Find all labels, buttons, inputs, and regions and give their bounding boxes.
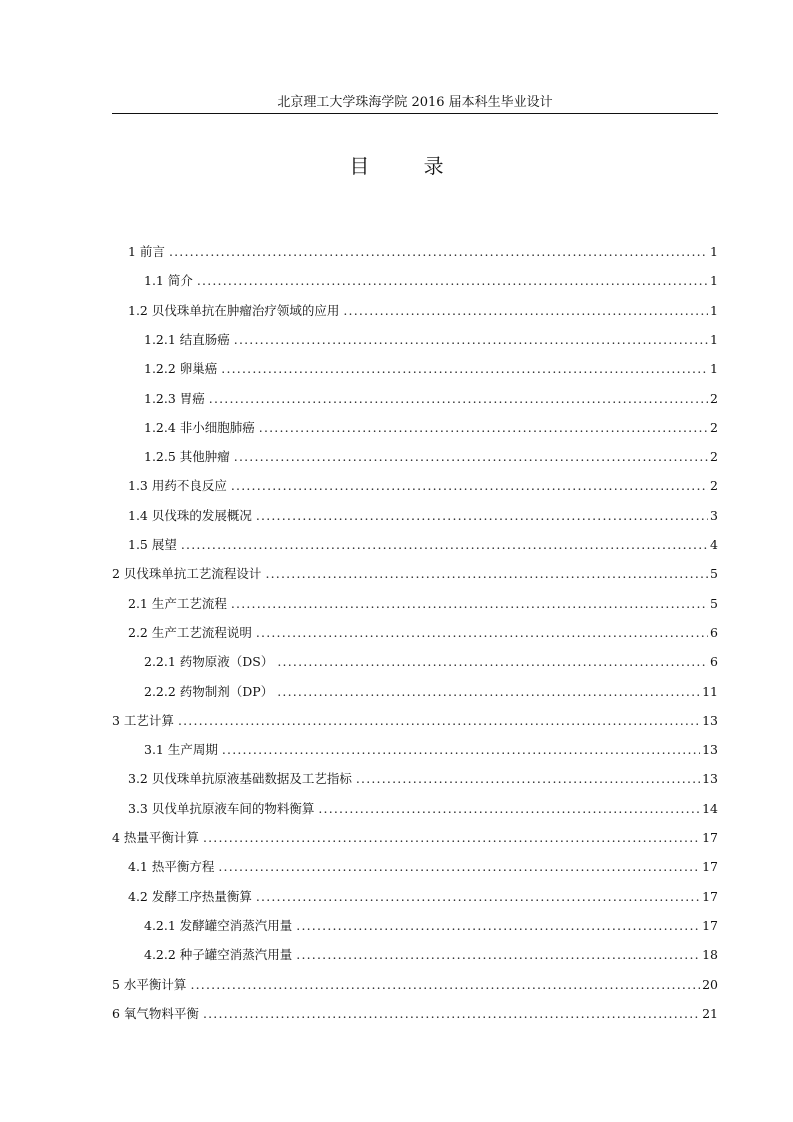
toc-entry-page: 13	[702, 771, 718, 787]
toc-leader-dots	[234, 443, 708, 471]
toc-entry[interactable]	[128, 502, 718, 530]
toc-leader-dots	[356, 765, 700, 793]
toc-leader-dots	[296, 941, 700, 969]
toc-entry-page: 1	[710, 244, 718, 259]
page-header: 北京理工大学珠海学院 2016 届本科生毕业设计	[112, 92, 718, 114]
toc-entry-label: 4.2 发酵工序热量衡算	[128, 888, 252, 904]
toc-entry-label: 1.2.1 结直肠癌	[144, 331, 230, 347]
toc-entry[interactable]	[144, 267, 718, 295]
toc-entry-page: 6	[710, 654, 718, 670]
toc-leader-dots	[259, 414, 708, 442]
toc-leader-dots	[181, 531, 708, 559]
toc-entry-page: 6	[710, 624, 718, 640]
toc-entry-page: 13	[702, 742, 718, 758]
toc-entry-label: 2.2 生产工艺流程说明	[128, 624, 252, 640]
toc-entry[interactable]	[144, 414, 718, 442]
toc-entry-label: 2.1 生产工艺流程	[128, 595, 227, 611]
toc-entry-label: 1.2.5 其他肿瘤	[144, 449, 230, 465]
toc-leader-dots	[209, 385, 708, 413]
toc-leader-dots	[203, 1000, 700, 1028]
toc-entry-label: 1.3 用药不良反应	[128, 478, 227, 494]
toc-entry-page: 1	[710, 331, 718, 347]
toc-entry[interactable]	[128, 297, 718, 325]
toc-entry-page: 2	[710, 478, 718, 494]
toc-leader-dots	[218, 853, 700, 881]
toc-entry-page: 17	[702, 888, 718, 904]
toc-entry-label: 1.2.4 非小细胞肺癌	[144, 419, 255, 435]
toc-entry-page: 17	[702, 859, 718, 875]
toc-entry-page: 17	[702, 830, 718, 845]
toc-entry-page: 2	[710, 390, 718, 406]
toc-entry[interactable]	[128, 619, 718, 647]
toc-entry-label: 1.5 展望	[128, 537, 177, 552]
toc-entry-label: 1.2.2 卵巢癌	[144, 361, 218, 377]
toc-entry-label: 1.1 简介	[144, 273, 193, 289]
toc-leader-dots	[256, 619, 708, 647]
toc-entry[interactable]	[144, 385, 718, 413]
toc-entry[interactable]	[112, 707, 718, 735]
toc-entry[interactable]	[144, 355, 718, 383]
toc-entry[interactable]	[112, 560, 718, 588]
toc-entry-label: 4 热量平衡计算	[112, 830, 199, 845]
toc-leader-dots	[190, 971, 700, 999]
toc-leader-dots	[231, 590, 708, 618]
toc-entry[interactable]	[112, 971, 718, 999]
toc-entry-label: 1.4 贝伐珠的发展概况	[128, 507, 252, 523]
toc-leader-dots	[296, 912, 700, 940]
toc-entry-page: 1	[710, 302, 718, 318]
toc-entry-label: 3.2 贝伐珠单抗原液基础数据及工艺指标	[128, 771, 352, 787]
toc-entry-page: 2	[710, 419, 718, 435]
toc-entry-page: 13	[702, 712, 718, 728]
toc-entry[interactable]	[128, 531, 718, 559]
toc-entry-page: 2	[710, 449, 718, 465]
toc-leader-dots	[203, 824, 700, 852]
toc-leader-dots	[256, 502, 708, 530]
toc-leader-dots	[256, 883, 700, 911]
toc-leader-dots	[277, 678, 700, 706]
toc-entry[interactable]	[128, 472, 718, 500]
toc-entry[interactable]	[112, 824, 718, 852]
toc-entry-page: 3	[710, 507, 718, 523]
toc-entry-label: 2 贝伐珠单抗工艺流程设计	[112, 566, 262, 582]
toc-entry[interactable]	[144, 736, 718, 764]
toc-entry[interactable]	[144, 443, 718, 471]
toc-entry-label: 2.2.2 药物制剂（DP）	[144, 683, 274, 699]
toc-entry[interactable]	[144, 648, 718, 676]
toc-entry-page: 1	[710, 273, 718, 289]
toc-entry-label: 4.1 热平衡方程	[128, 859, 215, 875]
toc-entry[interactable]	[144, 678, 718, 706]
toc-title: 目 录	[349, 154, 468, 178]
toc-entry-page: 4	[710, 537, 718, 552]
toc-leader-dots	[234, 326, 708, 354]
toc-leader-dots	[178, 707, 700, 735]
toc-entry-page: 5	[710, 566, 718, 582]
toc-leader-dots	[277, 648, 708, 676]
toc-leader-dots	[231, 472, 708, 500]
toc-entry-page: 5	[710, 595, 718, 611]
toc-leader-dots	[343, 297, 708, 325]
toc-entry[interactable]	[128, 795, 718, 823]
toc-entry-page: 21	[702, 1005, 718, 1021]
toc-leader-dots	[265, 560, 708, 588]
toc-leader-dots	[169, 238, 708, 266]
toc-entry[interactable]	[144, 912, 718, 940]
toc-entry-page: 20	[702, 976, 718, 992]
toc-entry[interactable]	[144, 941, 718, 969]
toc-entry[interactable]	[128, 765, 718, 793]
toc-entry[interactable]	[128, 853, 718, 881]
toc-entry-label: 4.2.2 种子罐空消蒸汽用量	[144, 947, 293, 963]
toc-entry-page: 1	[710, 361, 718, 377]
toc-leader-dots	[318, 795, 700, 823]
toc-entry[interactable]	[144, 326, 718, 354]
toc-entry[interactable]	[128, 590, 718, 618]
toc-leader-dots	[221, 355, 708, 383]
toc-entry-label: 3 工艺计算	[112, 712, 174, 728]
toc-entry-label: 5 水平衡计算	[112, 976, 187, 992]
toc-entry-label: 1 前言	[128, 244, 165, 259]
toc-entry-label: 1.2.3 胃癌	[144, 390, 205, 406]
toc-entry-page: 18	[702, 947, 718, 963]
toc-entry-label: 1.2 贝伐珠单抗在肿瘤治疗领域的应用	[128, 302, 340, 318]
toc-entry-label: 4.2.1 发酵罐空消蒸汽用量	[144, 917, 293, 933]
toc-leader-dots	[197, 267, 708, 295]
toc-entry-page: 17	[702, 917, 718, 933]
toc-entry-page: 14	[702, 800, 718, 816]
toc-entry[interactable]	[112, 1000, 718, 1028]
toc-entry-label: 2.2.1 药物原液（DS）	[144, 654, 274, 670]
toc-entry[interactable]	[128, 883, 718, 911]
toc-entry-page: 11	[702, 683, 718, 699]
toc-entry-label: 6 氧气物料平衡	[112, 1005, 199, 1021]
toc-entry-label: 3.3 贝伐单抗原液车间的物料衡算	[128, 800, 315, 816]
toc-entry-label: 3.1 生产周期	[144, 742, 218, 758]
toc-entry[interactable]	[128, 238, 718, 266]
toc-leader-dots	[222, 736, 700, 764]
